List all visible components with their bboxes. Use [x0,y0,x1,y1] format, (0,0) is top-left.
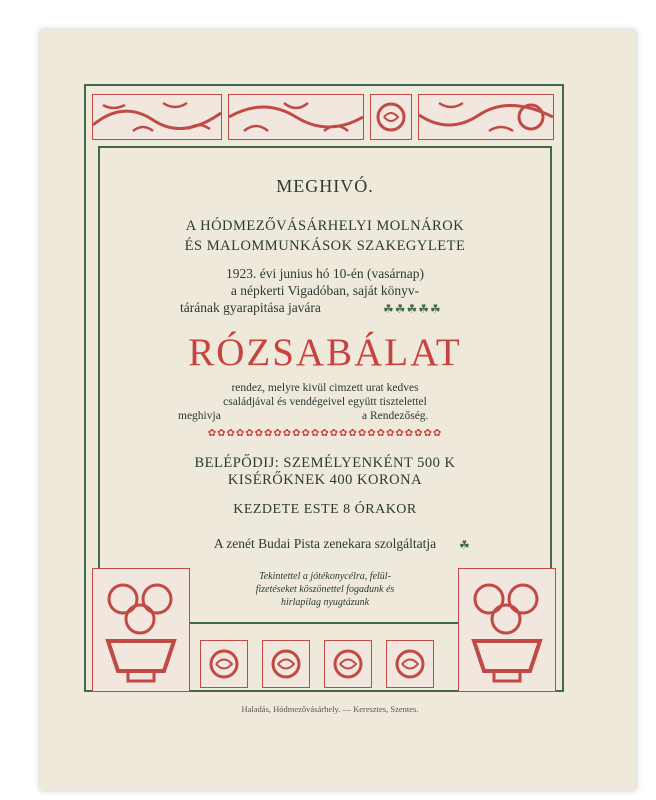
invitation-title: MEGHIVÓ. [276,176,374,196]
printer-credit: Haladás, Hódmezővásárhely. — Keresztes, Szentes. [241,704,419,714]
intro-line-2: a népkerti Vigadóban, saját könyv- [230,283,420,298]
bottom-rose-tile-3 [324,640,372,688]
leaf-ornament-icon: ☘☘☘☘☘ [383,302,442,316]
urn-icon [93,569,189,691]
music-line: A zenét Budai Pista zenekara szolgáltatja [213,536,437,551]
invitation-line-3b: a Rendezőség. [362,410,429,422]
flower-divider-icon: ✿✿✿✿✿✿✿✿✿✿✿✿✿✿✿✿✿✿✿✿✿✿✿✿✿ [207,428,443,439]
invitation-line-2: családjával és vendégeivel együtt tisztelettel [223,396,427,408]
entry-fee-line-1: BELÉPŐDIJ: SZEMÉLYENKÉNT 500 K [194,455,456,471]
bottom-rose-tile-1 [200,640,248,688]
invitation-line-3a: meghivja [178,410,221,422]
rose-icon [387,641,433,687]
entry-fee-line-2: KISÉRŐKNEK 400 KORONA [227,472,423,488]
organization-line-2: ÉS MALOMMUNKÁSOK SZAKEGYLETE [184,238,466,254]
intro-line-1: 1923. évi junius hó 10-én (vasárnap) [226,266,424,281]
bottom-rose-tile-4 [386,640,434,688]
note-line-2: fizetéseket köszönettel fogadunk és [255,584,395,595]
leaf-icon: ☘ [459,538,470,552]
rose-icon [201,641,247,687]
bottom-rose-tile-2 [262,640,310,688]
note-line-3: hirlapilag nyugtázunk [280,597,370,608]
urn-icon [459,569,555,691]
start-time: KEZDETE ESTE 8 ÓRAKOR [233,502,417,517]
note-line-1: Tekintettel a jótékonycélra, felül- [259,571,391,582]
rose-icon [325,641,371,687]
invitation-line-1: rendez, melyre kivül cimzett urat kedves [231,382,419,394]
bottom-left-urn-ornament [92,568,190,692]
organization-line-1: A HÓDMEZŐVÁSÁRHELYI MOLNÁROK [185,218,465,234]
intro-line-3: tárának gyarapitása javára [180,300,321,315]
bottom-right-urn-ornament [458,568,556,692]
event-name: RÓZSABÁLAT [188,331,462,374]
rose-icon [263,641,309,687]
